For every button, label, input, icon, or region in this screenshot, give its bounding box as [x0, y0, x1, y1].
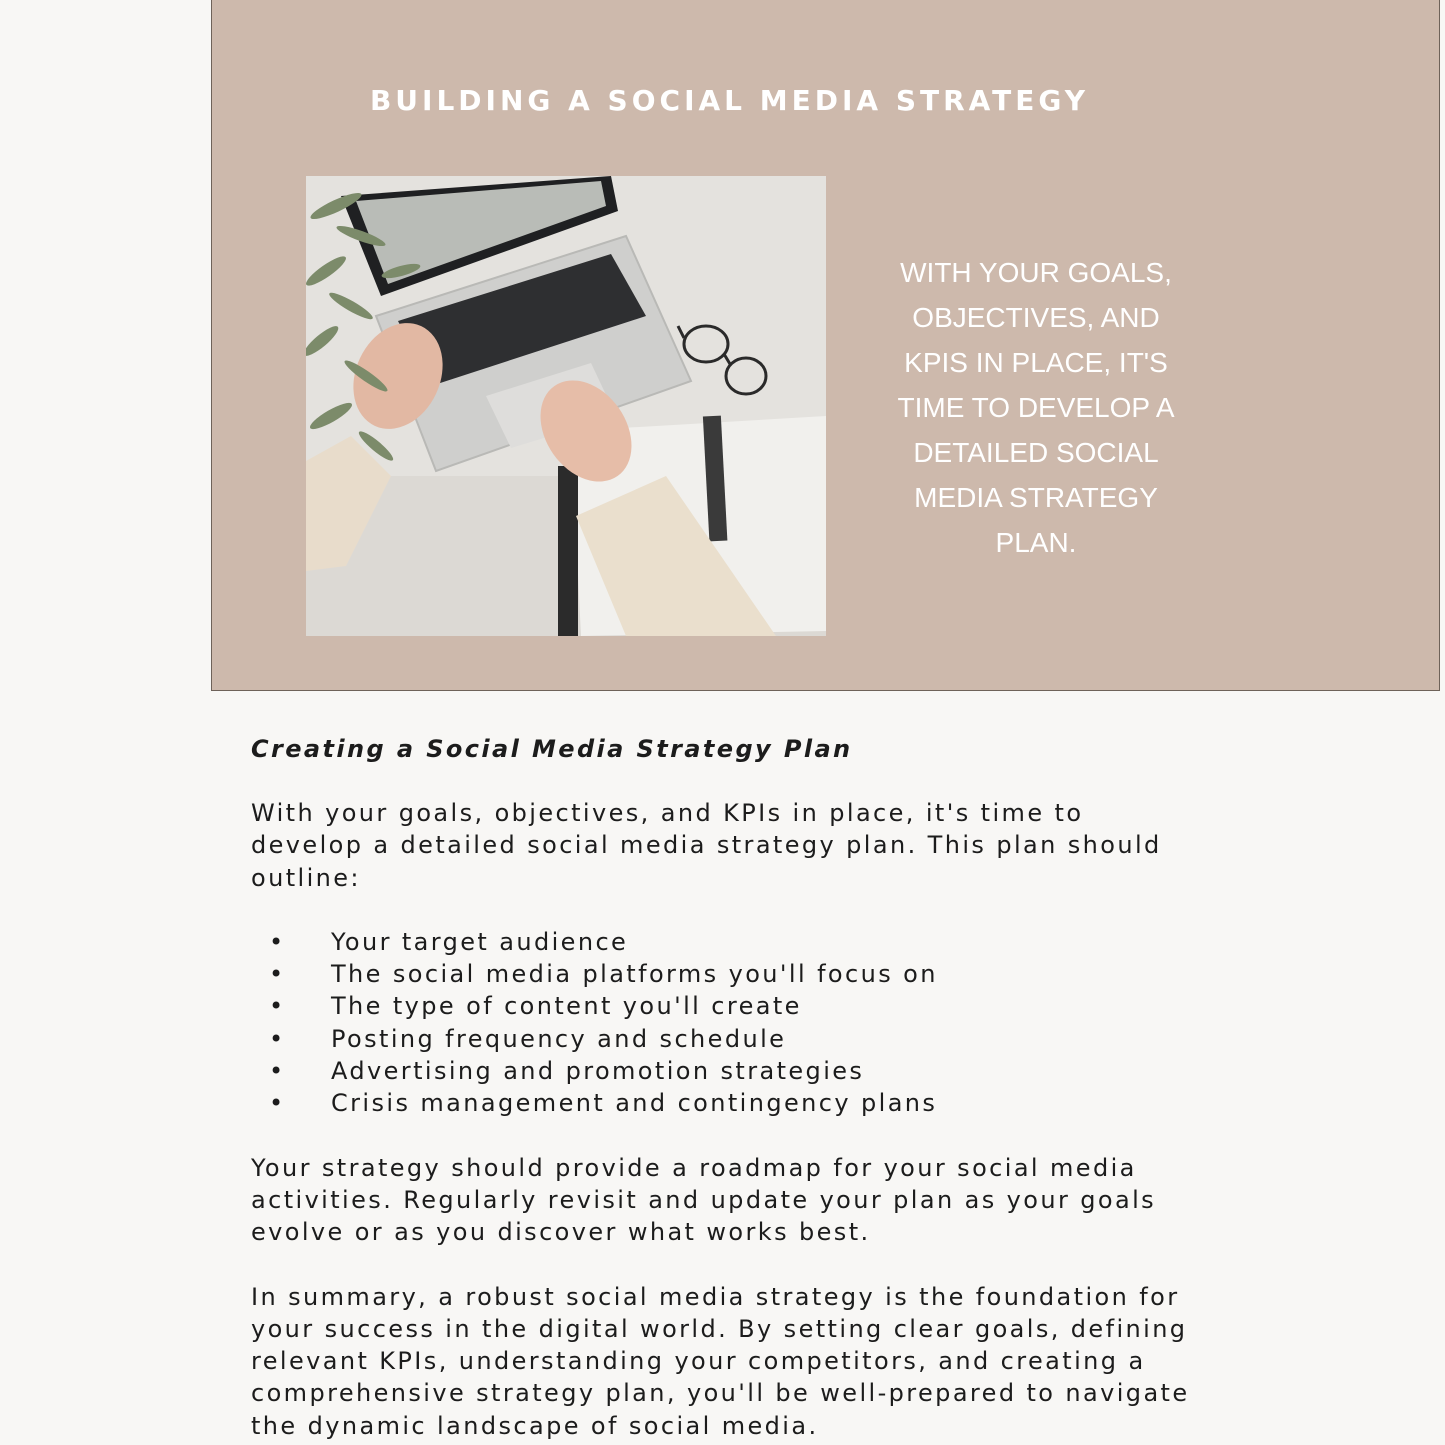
bullet-icon: •	[269, 992, 284, 1021]
intro-paragraph: With your goals, objectives, and KPIs in place, it's time to develop a detailed social media strategy plan. This plan should outline:	[251, 799, 1162, 892]
list-item-text: Advertising and promotion strategies	[331, 1057, 865, 1086]
list-item-text: Crisis management and contingency plans	[331, 1089, 938, 1118]
bullet-icon: •	[269, 927, 284, 956]
bullet-icon: •	[269, 1057, 284, 1086]
list-item	[251, 958, 1251, 990]
bullet-icon: •	[269, 1024, 284, 1053]
list-item-text: Your target audience	[331, 927, 629, 956]
header-quote: WITH YOUR GOALS, OBJECTIVES, AND KPIS IN PLACE, IT'S TIME TO DEVELOP A DETAILED SOCIAL MEDIA STRATEGY PLAN.	[897, 257, 1175, 558]
section-heading: Creating a Social Media Strategy Plan	[251, 735, 853, 763]
list-item	[251, 926, 1251, 958]
list-item-text: The social media platforms you'll focus on	[331, 960, 938, 989]
header-panel	[211, 0, 1440, 691]
laptop-workspace-photo	[306, 176, 826, 636]
list-item	[251, 1023, 1251, 1055]
summary-paragraph: In summary, a robust social media strategy is the foundation for your success in the digital world. By setting clear goals, defining relevant KPIs, understanding your competitors, and creating a comprehensive strategy plan, you'll be well-prepared to navigate the dynamic landscape of social media.	[251, 1282, 1190, 1440]
page-title: BUILDING A SOCIAL MEDIA STRATEGY	[369, 84, 1090, 117]
list-item-text: Posting frequency and schedule	[331, 1024, 787, 1053]
bullet-icon: •	[269, 1089, 284, 1118]
bullet-icon: •	[269, 960, 284, 989]
outline-list	[251, 926, 1251, 1120]
list-item	[251, 990, 1251, 1022]
list-item	[251, 1087, 1251, 1119]
list-item	[251, 1055, 1251, 1087]
roadmap-paragraph: Your strategy should provide a roadmap for your social media activities. Regularly revisit and update your plan as your goals evolve or as you discover what works best.	[251, 1153, 1157, 1247]
list-item-text: The type of content you'll create	[331, 992, 802, 1021]
article-body	[251, 732, 1251, 1442]
